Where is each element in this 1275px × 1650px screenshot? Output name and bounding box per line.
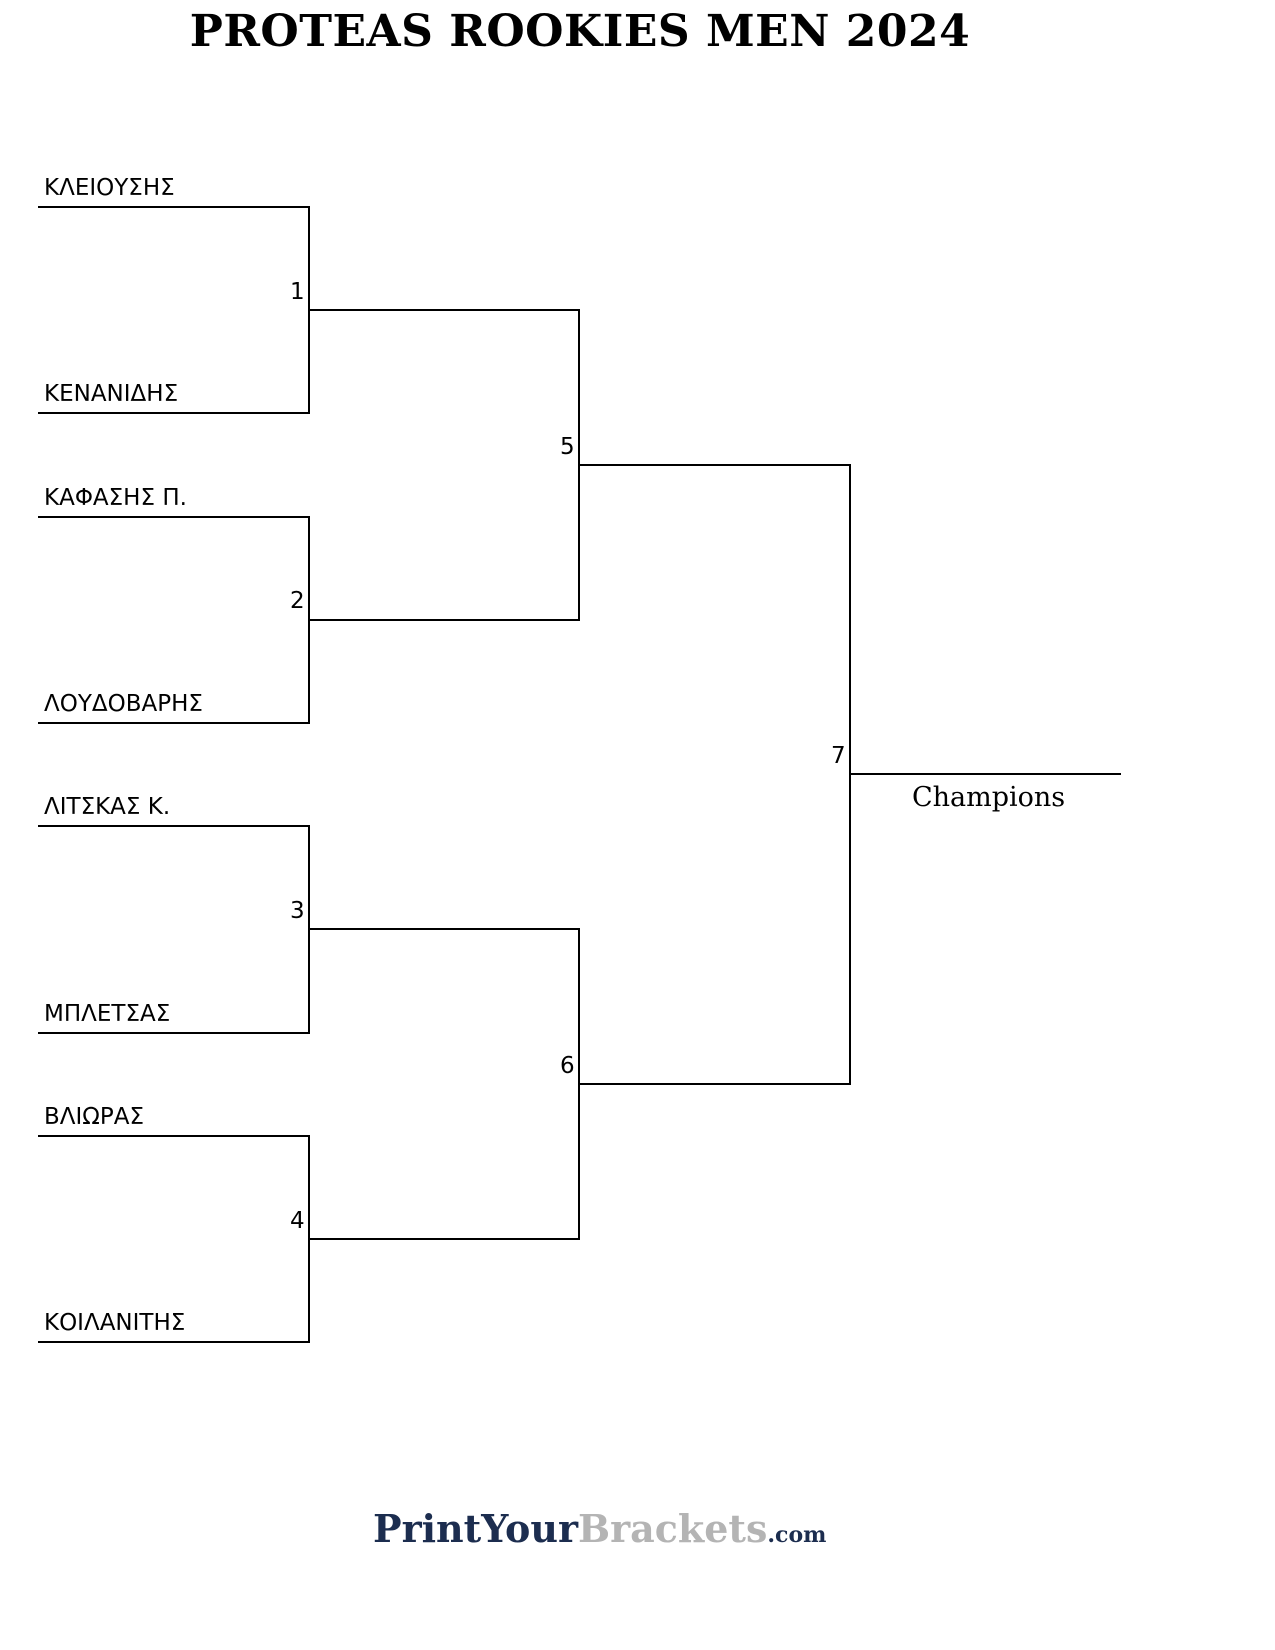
champions-label: Champions (912, 782, 1066, 813)
bracket-title: PROTEAS ROOKIES MEN 2024 (189, 6, 971, 57)
match-6-connector (309, 929, 579, 1239)
player-slot-8: ΚΟΙΛΑΝΙΤΗΣ (44, 1310, 186, 1336)
site-logo (373, 1506, 826, 1551)
player-slot-3: ΚΑΦΑΣΗΣ Π. (44, 485, 187, 511)
logo-part-1: PrintYour (373, 1506, 579, 1551)
player-slot-6: ΜΠΛΕΤΣΑΣ (44, 1001, 171, 1027)
player-slot-4: ΛΟΥΔΟΒΑΡΗΣ (44, 691, 203, 717)
match-number-2: 2 (290, 588, 305, 614)
match-5-connector (309, 310, 579, 620)
match-number-6: 6 (560, 1053, 575, 1079)
player-slot-5: ΛΙΤΣΚΑΣ Κ. (44, 794, 171, 820)
logo-part-2: Brackets (578, 1506, 768, 1551)
match-number-5: 5 (560, 434, 575, 460)
logo-part-3: .com (767, 1522, 827, 1548)
player-slot-1: ΚΛΕΙΟΥΣΗΣ (44, 175, 175, 201)
match-7-connector (579, 465, 850, 1084)
match-number-7: 7 (831, 743, 846, 769)
match-number-1: 1 (290, 279, 305, 305)
match-number-4: 4 (290, 1208, 305, 1234)
player-slot-7: ΒΛΙΩΡΑΣ (44, 1104, 145, 1130)
match-number-3: 3 (290, 898, 305, 924)
player-slot-2: ΚΕΝΑΝΙΔΗΣ (44, 381, 179, 407)
